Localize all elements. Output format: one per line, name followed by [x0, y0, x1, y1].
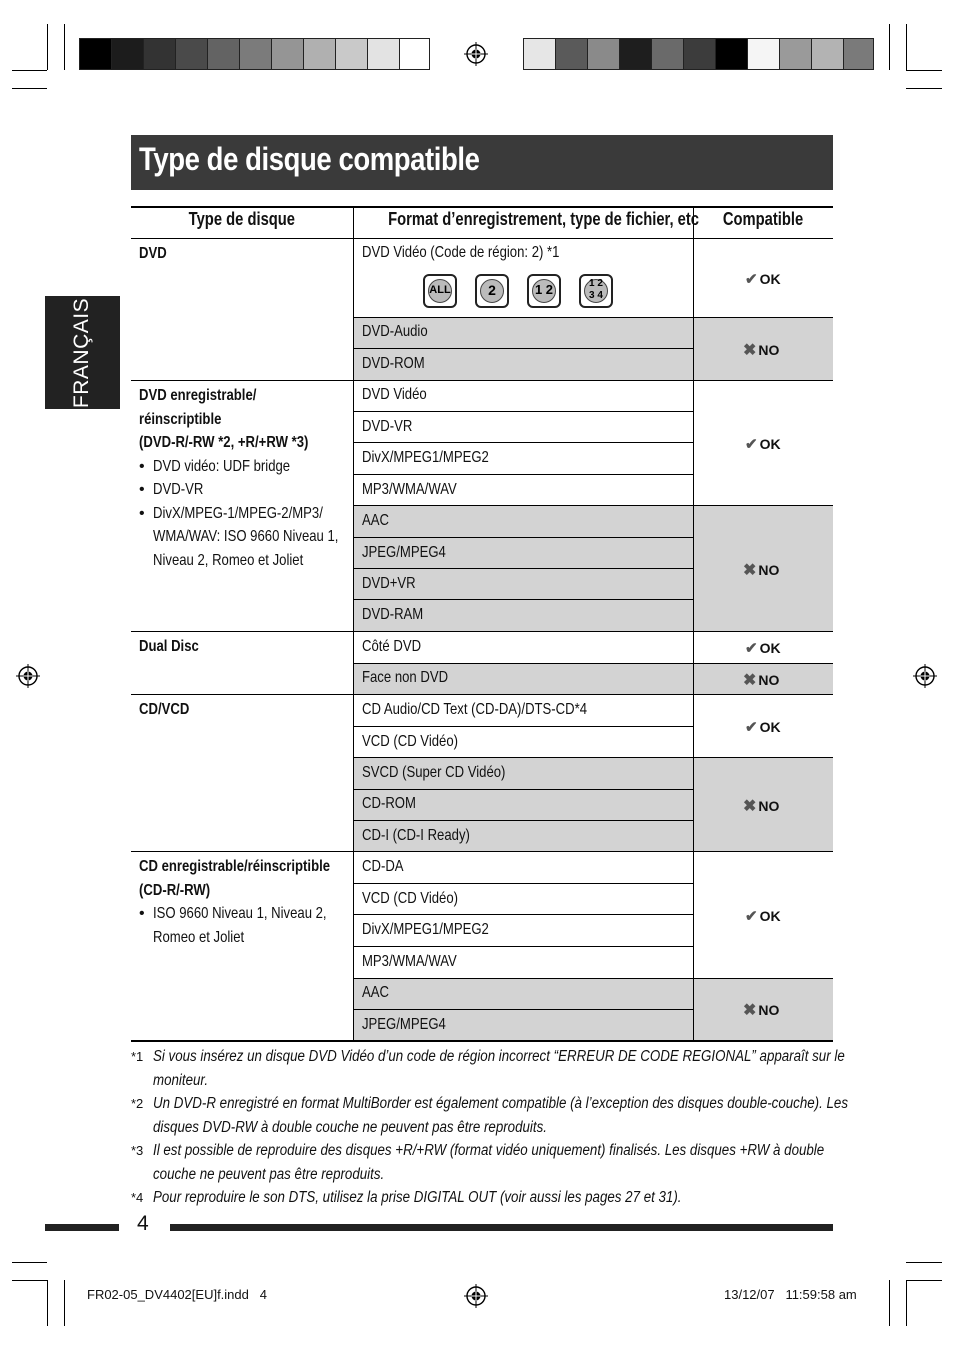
format-cell: MP3/WMA/WAV — [362, 481, 457, 498]
type-cell-dvd-recordable: DVD enregistrable/ réinscriptible (DVD-R/-RW *2, +R/+RW *3) • DVD vidéo: UDF bridge • DVD-VR • DivX/MPEG-1/MPEG-2/MP3/ WMA/WAV: ISO 9660 Niveau 1, Niveau 2, Romeo et Joliet — [139, 384, 379, 572]
format-cell: VCD (CD Vidéo) — [362, 733, 459, 750]
cross-icon: ✖ — [743, 342, 757, 359]
registration-mark-icon — [464, 42, 488, 66]
format-cell: DivX/MPEG1/MPEG2 — [362, 449, 489, 466]
check-icon: ✔ — [745, 640, 758, 657]
status-badge-ok: ✔ OK — [745, 908, 781, 925]
region-all-icon: ALL — [423, 274, 457, 308]
title-bar — [131, 135, 833, 190]
type-cell-cd-vcd: CD/VCD — [139, 701, 190, 718]
format-cell: DVD-VR — [362, 418, 413, 435]
check-icon: ✔ — [745, 436, 758, 453]
cross-icon: ✖ — [743, 672, 757, 689]
status-badge-no: ✖ NO — [743, 672, 780, 689]
language-tab — [45, 296, 120, 409]
format-cell: DVD Vidéo — [362, 386, 427, 403]
language-tab-label: FRANÇAIS — [70, 297, 93, 409]
status-badge-ok: ✔ OK — [745, 436, 781, 453]
status-badge-no: ✖ NO — [743, 342, 780, 359]
footnote-4: *4 Pour reproduire le son DTS, utilisez la prise DIGITAL OUT (voir aussi les pages 27 et 31). — [131, 1189, 682, 1206]
format-cell: DVD-ROM — [362, 355, 425, 372]
slug-date: 13/12/07 11:59:58 am — [724, 1287, 857, 1302]
type-cell-dvd: DVD — [139, 245, 167, 262]
page-title: Type de disque compatible — [139, 141, 480, 177]
slug-file: FR02-05_DV4402[EU]f.indd 4 — [87, 1287, 267, 1302]
column-header-format: Format d’enregistrement, type de fichier, etc — [388, 209, 699, 229]
format-cell: DVD-Audio — [362, 323, 428, 340]
check-icon: ✔ — [745, 719, 758, 736]
region-1-2-3-4-icon: 1 2 3 4 — [579, 274, 613, 308]
format-cell: CD Audio/CD Text (CD-DA)/DTS-CD*4 — [362, 701, 588, 718]
format-cell: CD-ROM — [362, 795, 416, 812]
column-header-compatible: Compatible — [723, 209, 804, 229]
footnote-1: *1 Si vous insérez un disque DVD Vidéo d’un code de région incorrect “ERREUR DE CODE REGIONAL” apparaît sur le moniteur. — [131, 1048, 845, 1089]
format-cell: MP3/WMA/WAV — [362, 953, 457, 970]
format-cell: Côté DVD — [362, 638, 422, 655]
footer-rule-left — [45, 1224, 119, 1231]
status-badge-no: ✖ NO — [743, 562, 780, 579]
format-cell: DVD+VR — [362, 575, 416, 592]
registration-mark-icon — [16, 664, 40, 688]
status-badge-ok: ✔ OK — [745, 271, 781, 288]
check-icon: ✔ — [745, 908, 758, 925]
cross-icon: ✖ — [743, 798, 757, 815]
region-1-2-icon: 1 2 — [527, 274, 561, 308]
type-cell-dual-disc: Dual Disc — [139, 638, 199, 655]
format-cell: AAC — [362, 512, 389, 529]
cross-icon: ✖ — [743, 562, 757, 579]
status-badge-no: ✖ NO — [743, 798, 780, 815]
region-2-icon: 2 — [475, 274, 509, 308]
check-icon: ✔ — [745, 271, 758, 288]
format-cell: CD-I (CD-I Ready) — [362, 827, 470, 844]
format-cell: AAC — [362, 984, 389, 1001]
status-badge-no: ✖ NO — [743, 1002, 780, 1019]
format-cell: DVD Vidéo (Code de région: 2) *1 — [362, 244, 560, 261]
page-number: 4 — [137, 1212, 149, 1235]
cross-icon: ✖ — [743, 1002, 757, 1019]
format-cell: DVD-RAM — [362, 606, 424, 623]
format-cell: VCD (CD Vidéo) — [362, 890, 459, 907]
footnote-2: *2 Un DVD-R enregistré en format MultiBorder est également compatible (à l’exception des disques double-couche). Les disques DVD-RW à double couche ne peuvent pas être reproduits. — [131, 1095, 849, 1136]
footer-rule-right — [170, 1224, 833, 1231]
format-cell: JPEG/MPEG4 — [362, 544, 446, 561]
type-cell-cd-recordable: CD enregistrable/réinscriptible (CD-R/-RW) • ISO 9660 Niveau 1, Niveau 2, Romeo et Joliet — [139, 855, 372, 949]
format-cell: JPEG/MPEG4 — [362, 1016, 446, 1033]
format-cell: Face non DVD — [362, 669, 449, 686]
format-cell: DivX/MPEG1/MPEG2 — [362, 921, 489, 938]
status-badge-ok: ✔ OK — [745, 719, 781, 736]
registration-mark-icon — [913, 664, 937, 688]
column-header-type: Type de disque — [188, 209, 296, 229]
format-cell: SVCD (Super CD Vidéo) — [362, 764, 506, 781]
status-badge-ok: ✔ OK — [745, 640, 781, 657]
format-cell: CD-DA — [362, 858, 404, 875]
registration-mark-icon — [464, 1284, 488, 1308]
footnote-3: *3 Il est possible de reproduire des disques +R/+RW (format vidéo uniquement) finalisés. Les disques +RW à double couche ne peuvent pas être reproduits. — [131, 1142, 825, 1183]
